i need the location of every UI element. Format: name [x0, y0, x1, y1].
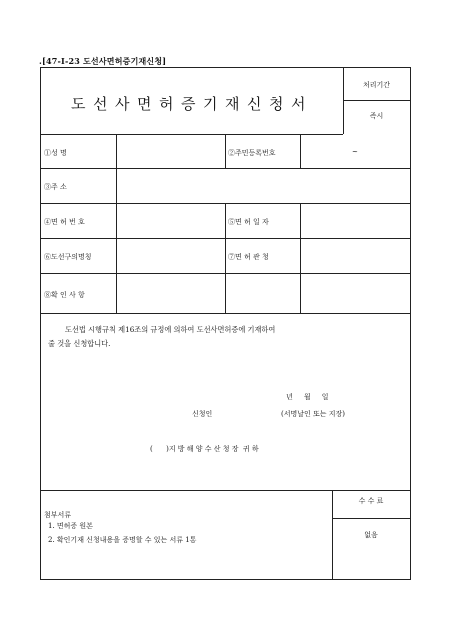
attachment-item-1: 1. 면허증 원본: [48, 522, 93, 530]
license-authority-label: ⑦면 허 관 청: [228, 253, 269, 261]
confirmation-label: ⑧확 인 사 항: [44, 291, 85, 299]
name-label: ①성 명: [44, 149, 67, 157]
pilot-area-label: ⑥도선구의명칭: [44, 253, 92, 261]
applicant-signature: (서명날인 또는 지장): [281, 410, 346, 418]
form-title: 도선사면허증기재신청서: [71, 95, 313, 113]
license-number-label: ④면 허 번 호: [44, 218, 85, 226]
statement: [45, 323, 405, 350]
date-line: 년 월 일: [286, 393, 329, 401]
attachments-heading: 첨부서류: [44, 511, 72, 519]
fee-label: 수 수 료: [358, 497, 384, 505]
address-label: ③주 소: [44, 183, 67, 191]
applicant-label: 신청인: [192, 410, 213, 418]
addressee: ( )지 방 해 양 수 산 청 장 귀 하: [150, 445, 259, 453]
fee-value: 없음: [364, 531, 378, 539]
attachment-item-2: 2. 확인기재 신청내용을 증명할 수 있는 서류 1통: [48, 536, 197, 544]
form-code: .[47-I-23 도선사면허증기재신청]: [39, 56, 167, 66]
processing-period-value: 즉시: [369, 112, 384, 120]
statement-line-1: 도선법 시행규칙 제16조의 규정에 의하여 도선사면허증에 기재하여: [65, 325, 276, 334]
resident-number-label: ②주민등록번호: [228, 149, 276, 157]
statement-line-2: 줄 것을 신청합니다.: [48, 338, 111, 348]
processing-period-label: 처리기간: [362, 81, 391, 89]
license-date-label: ⑤면 허 일 자: [228, 218, 269, 226]
resident-number-separator: ~: [352, 148, 358, 156]
